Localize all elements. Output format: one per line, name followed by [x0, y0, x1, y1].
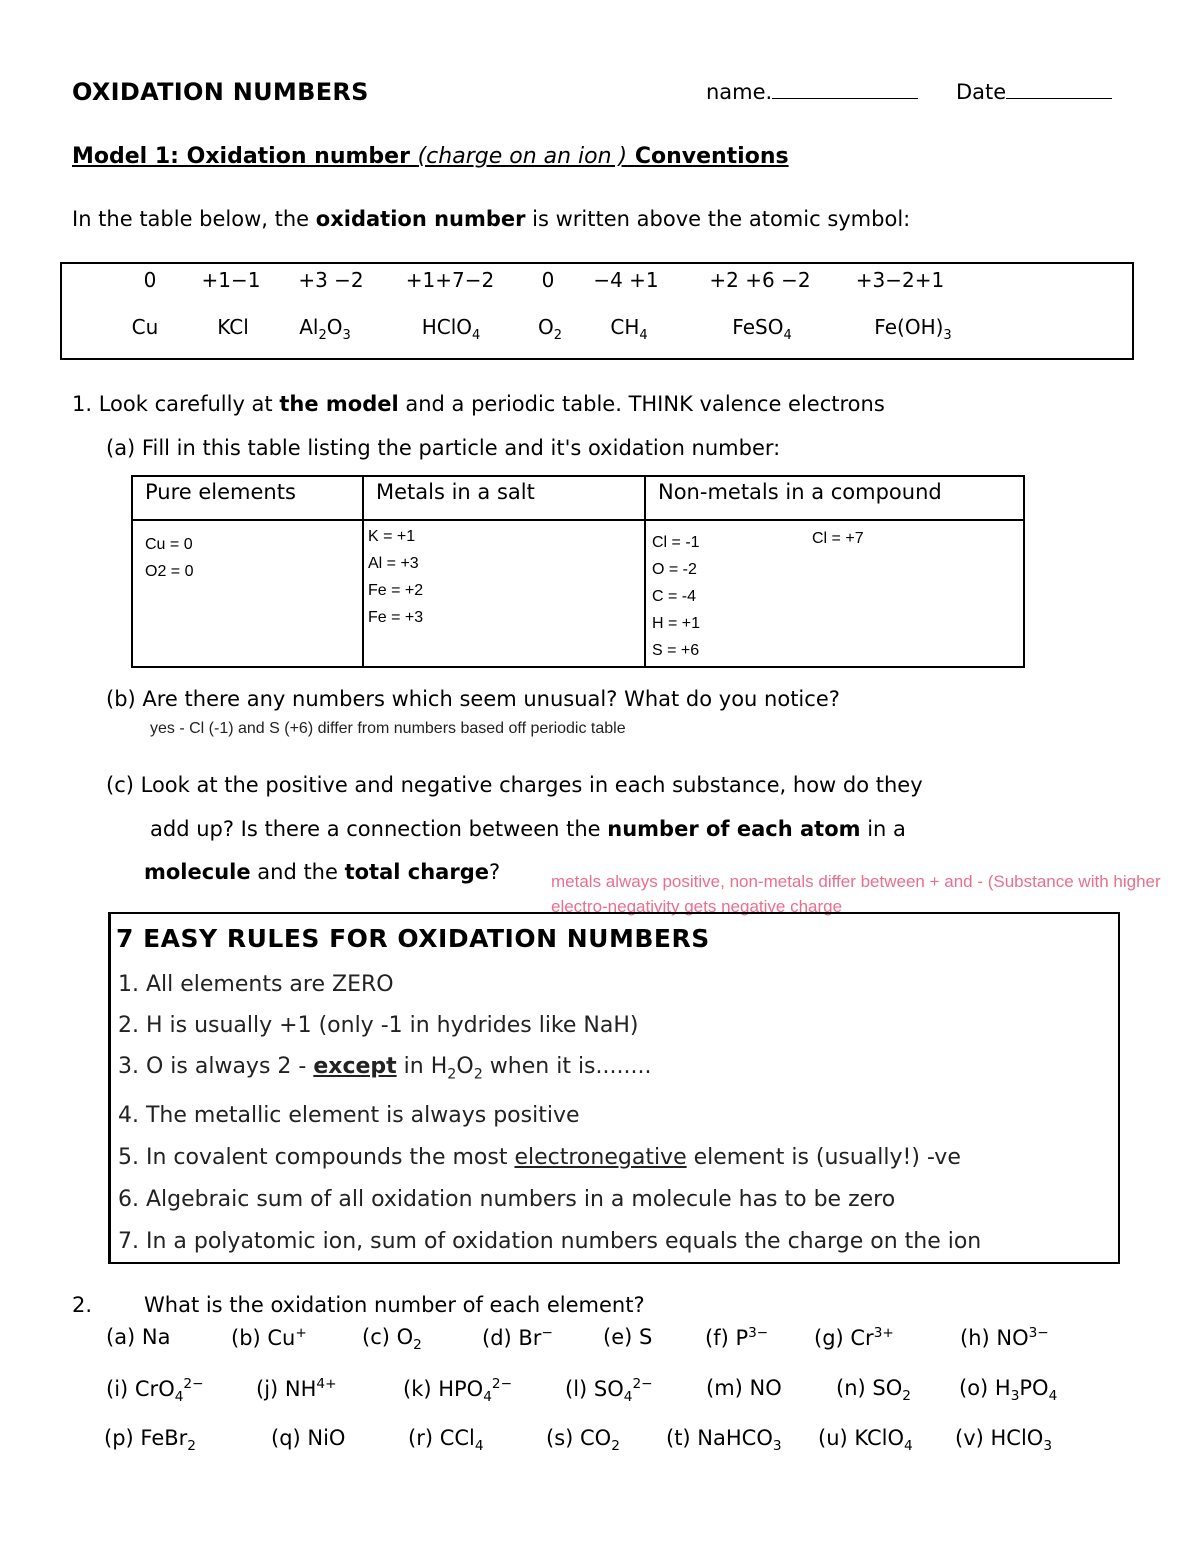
formula-feso4: FeSO$_4$ — [732, 315, 792, 343]
question-2-number: 2. — [72, 1293, 93, 1317]
answer-metal-al: Al = +3 — [368, 555, 419, 572]
formula-kcl: KCl — [217, 315, 249, 339]
q2-item-d[interactable]: (d) Br− — [482, 1325, 553, 1350]
q2-item-b[interactable]: (b) Cu+ — [231, 1325, 307, 1350]
formula-feoh3: $Fe(OH)_3$ — [874, 315, 952, 343]
q2-item-a[interactable]: (a) Na — [106, 1325, 171, 1349]
question-1c-line1: (c) Look at the positive and negative charges in each substance, how do they — [106, 773, 923, 797]
ox-num-cu: 0 — [143, 268, 157, 292]
q2-item-v[interactable]: (v) HClO$_3$ — [955, 1426, 1052, 1455]
answer-metal-fe3: Fe = +3 — [368, 609, 424, 626]
q2-item-j[interactable]: (j) $NH^{4+}$ — [256, 1376, 337, 1401]
rule-2: 2. H is usually +1 (only -1 in hydrides like NaH) — [118, 1013, 639, 1038]
q2-item-l[interactable]: (l) $SO_4^{2-}$ — [565, 1376, 653, 1406]
answer-metal-k: K = +1 — [368, 528, 416, 545]
q2-item-c[interactable]: (c) $O_2$ — [362, 1325, 422, 1354]
header-metals-salt: Metals in a salt — [363, 476, 645, 520]
answer-1b[interactable]: yes - Cl (-1) and S (+6) differ from numbers based off periodic table — [150, 720, 626, 737]
pure-elements-cell[interactable] — [132, 520, 363, 667]
worksheet-title: OXIDATION NUMBERS — [72, 78, 369, 106]
q2-item-e[interactable]: (e) S — [603, 1325, 653, 1349]
q2-item-k[interactable]: (k) $HPO_4^{2-}$ — [403, 1376, 513, 1406]
formula-o2: $O_2$ — [537, 315, 563, 343]
ox-num-feso4: +2 +6 −2 — [709, 268, 811, 292]
answer-pure-cu: Cu = 0 — [145, 536, 193, 553]
rule-5: 5. In covalent compounds the most electronegative element is (usually!) -ve — [118, 1145, 961, 1170]
q2-item-r[interactable]: (r) CCl$_4$ — [408, 1426, 484, 1455]
date-label: Date — [956, 80, 1007, 104]
particle-table — [131, 475, 1025, 668]
question-1c-line2: add up? Is there a connection between the number of each atom in a — [150, 817, 906, 841]
answer-nonmetal-o: O = -2 — [652, 561, 697, 578]
metals-salt-cell[interactable] — [363, 520, 645, 667]
formula-ch4: $CH_4$ — [610, 315, 648, 343]
q2-item-h[interactable]: (h) $NO^{3-}$ — [960, 1325, 1049, 1350]
rule-4: 4. The metallic element is always positive — [118, 1103, 580, 1128]
rule-6: 6. Algebraic sum of all oxidation numbers in a molecule has to be zero — [118, 1187, 896, 1212]
q2-item-f[interactable]: (f) $P^{3-}$ — [705, 1325, 769, 1350]
name-blank[interactable] — [772, 81, 918, 99]
answer-nonmetal-cl7: Cl = +7 — [812, 530, 864, 547]
answer-nonmetal-cl: Cl = -1 — [652, 534, 700, 551]
ox-num-feoh3: +3−2+1 — [855, 268, 945, 292]
q2-item-m[interactable]: (m) NO — [706, 1376, 782, 1400]
model-heading: Model 1: Oxidation number (charge on an ion ) Conventions — [72, 144, 789, 169]
answer-nonmetal-c: C = -4 — [652, 588, 697, 605]
ox-num-hclo4: +1+7−2 — [405, 268, 495, 292]
question-1c-line3: molecule and the total charge? — [144, 860, 501, 884]
formula-al2o3: $Al_2O_3$ — [299, 315, 351, 343]
ox-num-al2o3: +3 −2 — [298, 268, 364, 292]
q2-item-u[interactable]: (u) KClO$_4$ — [818, 1426, 913, 1455]
answer-1c[interactable]: metals always positive, non-metals differ between + and - (Substance with higher electro-negativity gets negative charge — [551, 872, 1161, 916]
ox-num-ch4: −4 +1 — [593, 268, 659, 292]
answer-pure-o2: O2 = 0 — [145, 563, 194, 580]
answer-nonmetal-s: S = +6 — [652, 642, 700, 659]
nonmetals-compound-cell[interactable] — [645, 520, 1024, 667]
q2-item-s[interactable]: (s) $CO_2$ — [546, 1426, 620, 1455]
name-label: name. — [706, 80, 773, 104]
q2-item-g[interactable]: (g) $Cr^{3+}$ — [814, 1325, 894, 1350]
q2-item-p[interactable]: (p) FeBr$_2$ — [104, 1426, 196, 1455]
rule-7: 7. In a polyatomic ion, sum of oxidation numbers equals the charge on the ion — [118, 1229, 982, 1254]
formula-cu: Cu — [131, 315, 159, 339]
question-1b: (b) Are there any numbers which seem unusual? What do you notice? — [106, 687, 840, 711]
q2-item-q[interactable]: (q) NiO — [271, 1426, 346, 1450]
ox-num-o2: 0 — [541, 268, 555, 292]
q2-item-o[interactable]: (o) $H_3PO_4$ — [959, 1376, 1058, 1405]
q2-item-i[interactable]: (i) CrO$_4^{2-}$ — [106, 1376, 204, 1406]
formula-hclo4: HClO$_4$ — [421, 315, 481, 343]
question-1: 1. Look carefully at the model and a periodic table. THINK valence electrons — [72, 392, 885, 416]
ox-num-kcl: +1−1 — [201, 268, 261, 292]
q2-item-t[interactable]: (t) NaHCO$_3$ — [666, 1426, 782, 1455]
answer-nonmetal-h: H = +1 — [652, 615, 701, 632]
rules-title: 7 EASY RULES FOR OXIDATION NUMBERS — [116, 924, 710, 953]
question-2-text: What is the oxidation number of each element? — [144, 1293, 645, 1317]
intro-text: In the table below, the oxidation number is written above the atomic symbol: — [72, 207, 911, 231]
date-blank[interactable] — [1006, 81, 1112, 99]
q2-item-n[interactable]: (n) $SO_2$ — [836, 1376, 911, 1405]
answer-metal-fe2: Fe = +2 — [368, 582, 424, 599]
rule-3: 3. O is always 2 - except in $H_2O_2$ when it is........ — [118, 1054, 652, 1083]
header-nonmetals-compound: Non-metals in a compound — [645, 476, 1024, 520]
header-pure-elements: Pure elements — [132, 476, 363, 520]
name-field[interactable] — [706, 80, 918, 104]
question-1a: (a) Fill in this table listing the particle and it's oxidation number: — [106, 436, 781, 460]
date-field[interactable] — [956, 80, 1112, 104]
rule-1: 1. All elements are ZERO — [118, 972, 394, 997]
